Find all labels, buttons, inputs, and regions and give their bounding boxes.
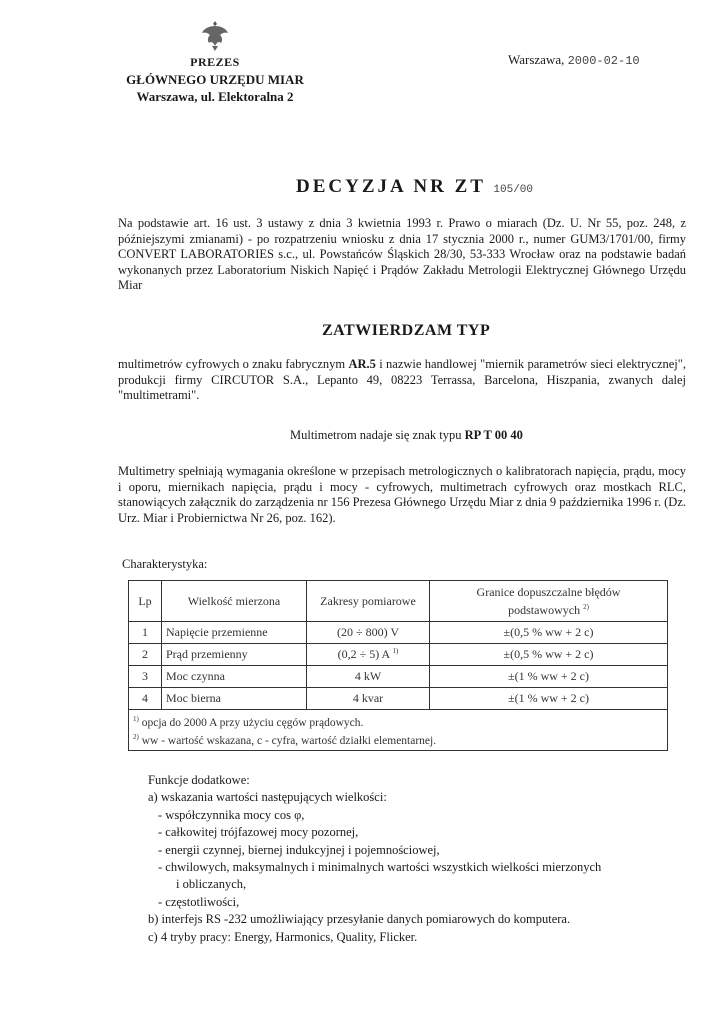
cell-range	[307, 644, 430, 666]
type-mark-code: RP T 00 40	[464, 428, 523, 442]
cell-lp: 4	[129, 688, 162, 710]
cell-range-value: (0,2 ÷ 5) A	[337, 647, 390, 661]
eagle-emblem-icon	[200, 18, 230, 52]
approved-type-paragraph	[118, 357, 686, 404]
authority-name: GŁÓWNEGO URZĘDU MIAR	[126, 72, 304, 87]
cell-range-value: 4 kvar	[352, 691, 384, 705]
function-c: c) 4 tryby pracy: Energy, Harmonics, Quality, Flicker.	[148, 929, 418, 944]
header-ranges: Zakresy pomiarowe	[307, 581, 430, 622]
table-row	[129, 688, 668, 710]
place-and-date	[508, 52, 640, 68]
cell-lp: 1	[129, 622, 162, 644]
issuing-authority	[100, 54, 330, 105]
note-2	[133, 730, 663, 748]
list-item: - chwilowych, maksymalnych i minimalnych wartości wszystkich wielkości mierzonych	[158, 860, 602, 875]
additional-functions	[148, 772, 601, 946]
cell-error: ±(0,5 % ww + 2 c)	[430, 644, 668, 666]
note-2-text: ww - wartość wskazana, c - cyfra, wartość działki elementarnej.	[141, 734, 437, 747]
type-mark-paragraph	[290, 428, 523, 443]
cell-range	[307, 666, 430, 688]
decision-number: 105/00	[493, 184, 533, 196]
table-notes	[129, 710, 668, 751]
cell-range-value: (20 ÷ 800) V	[336, 625, 400, 639]
legal-basis-text: Na podstawie art. 16 ust. 3 ustawy z dnia 3 kwietnia 1993 r. Prawo o miarach (Dz. U. Nr 55, poz. 248, z późniejszymi zmianami) - po rozpatrzeniu wniosku z dnia 17 stycznia 2000 r., numer GUM3/1701/00, firmy CONVERT LABORATORIES s.c., ul. Powstańców Śląskich 28/30, 53-333 Wrocław oraz na podstawie badań wykonanych przez Laboratorium Niskich Napięć i Prądów Zakładu Metrologii Elektrycznej Głównego Urzędu Miar	[118, 216, 686, 292]
table-row	[129, 666, 668, 688]
function-a-label: a) wskazania wartości następujących wielkości:	[148, 790, 387, 805]
header-error-line2: podstawowych	[508, 602, 581, 617]
table-header-row	[129, 581, 668, 622]
list-item: - energii czynnej, biernej indukcyjnej i pojemnościowej,	[158, 842, 440, 857]
date: 2000-02-10	[567, 54, 640, 68]
note-2-mark: 2)	[133, 732, 139, 741]
cell-quantity: Napięcie przemienne	[162, 622, 307, 644]
characteristics-label: Charakterystyka:	[122, 557, 208, 571]
table-notes-row	[129, 710, 668, 751]
approval-heading: ZATWIERDZAM TYP	[322, 322, 491, 339]
list-item: - całkowitej trójfazowej mocy pozornej,	[158, 825, 359, 840]
cell-range-footnote-mark: 1)	[392, 647, 399, 655]
header-error-limits	[430, 581, 668, 622]
place: Warszawa,	[508, 52, 565, 67]
cell-range	[307, 622, 430, 644]
header-error-line1: Granice dopuszczalne błędów	[476, 584, 621, 599]
list-item: - współczynnika mocy cos φ,	[158, 807, 305, 822]
approved-type-text-2: i nazwie handlowej "miernik parametrów sieci elektrycznej", produkcji firmy CIRCUTOR S.A., Lepanto 49, 08223 Terrassa, Barcelona, Hiszpania, zwanych dalej "multimetrami".	[118, 357, 686, 402]
cell-range-value: 4 kW	[354, 669, 382, 683]
cell-quantity: Moc bierna	[162, 688, 307, 710]
cell-error: ±(1 % ww + 2 c)	[430, 666, 668, 688]
decision-title	[296, 176, 533, 198]
cell-quantity: Moc czynna	[162, 666, 307, 688]
authority-title: PREZES	[190, 55, 240, 69]
header-lp: Lp	[129, 581, 162, 622]
authority-address: Warszawa, ul. Elektoralna 2	[136, 89, 294, 104]
function-b: b) interfejs RS -232 umożliwiający przesyłanie danych pomiarowych do komputera.	[148, 912, 571, 927]
note-1-text: opcja do 2000 A przy użyciu cęgów prądowych.	[141, 716, 364, 729]
header-quantity: Wielkość mierzona	[162, 581, 307, 622]
approved-type-text-1: multimetrów cyfrowych o znaku fabrycznym	[118, 357, 349, 371]
cell-error: ±(0,5 % ww + 2 c)	[430, 622, 668, 644]
cell-range	[307, 688, 430, 710]
cell-quantity: Prąd przemienny	[162, 644, 307, 666]
list-item: i obliczanych,	[176, 877, 247, 892]
note-1-mark: 1)	[133, 715, 139, 723]
table-row	[129, 622, 668, 644]
table-row	[129, 644, 668, 666]
requirements-paragraph	[118, 464, 686, 526]
header-error-footnote-mark: 2)	[583, 602, 589, 611]
note-1	[133, 712, 663, 730]
cell-lp: 2	[129, 644, 162, 666]
legal-basis-paragraph	[118, 216, 686, 294]
list-item: - częstotliwości,	[158, 894, 240, 909]
approved-type-mark: AR.5	[348, 357, 376, 371]
type-mark-text: Multimetrom nadaje się znak typu	[290, 428, 465, 442]
cell-error: ±(1 % ww + 2 c)	[430, 688, 668, 710]
requirements-text: Multimetry spełniają wymagania określone w przepisach metrologicznych o kalibratorach napięcia, prądu, mocy i oporu, miernikach napięcia, prądu i mocy - cyfrowych, multimetrach cyfrowych oraz mostkach RLC, stanowiących załącznik do zarządzenia nr 156 Prezesa Głównego Urzędu Miar z dnia 9 października 1996 r. (Dz. Urz. Miar i Probiernictwa Nr 26, poz. 162).	[118, 464, 686, 525]
decision-title-text: DECYZJA NR ZT	[296, 176, 486, 197]
functions-title: Funkcje dodatkowe:	[148, 773, 250, 787]
characteristics-table	[128, 580, 668, 751]
cell-lp: 3	[129, 666, 162, 688]
